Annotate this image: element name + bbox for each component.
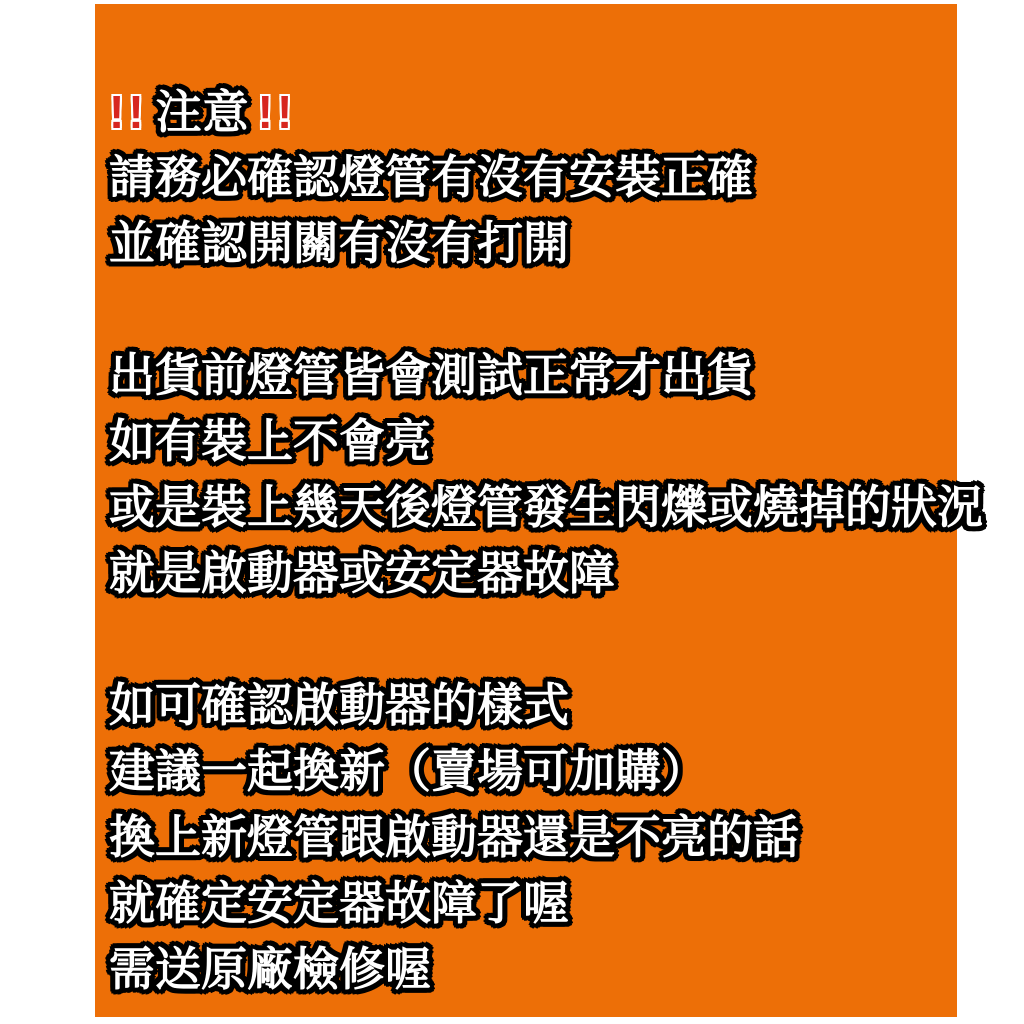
paragraph-spacer <box>109 276 951 342</box>
notice-title-word: 注意 <box>155 86 250 138</box>
notice-text-block <box>109 84 983 1002</box>
notice-line: 需送原廠檢修喔 <box>109 943 431 995</box>
notice-line: 如有裝上不會亮 <box>109 415 431 467</box>
notice-line: 如可確認啟動器的樣式 <box>109 679 569 731</box>
notice-line: 或是裝上幾天後燈管發生閃爍或燒掉的狀況 <box>109 481 983 533</box>
exclamation-marks-right: !! <box>257 86 297 138</box>
notice-title <box>109 84 951 144</box>
paragraph-spacer <box>109 606 951 672</box>
notice-line: 換上新燈管跟啟動器還是不亮的話 <box>109 811 799 863</box>
notice-line: 就確定安定器故障了喔 <box>109 877 569 929</box>
exclamation-marks-left: !! <box>109 86 148 138</box>
notice-line: 請務必確認燈管有沒有安裝正確 <box>109 151 753 203</box>
notice-line: 就是啟動器或安定器故障 <box>109 547 615 599</box>
notice-line: 建議一起換新（賣場可加購） <box>109 745 707 797</box>
notice-line: 並確認開關有沒有打開 <box>109 217 569 269</box>
orange-notice-panel <box>95 4 983 1017</box>
notice-line: 出貨前燈管皆會測試正常才出貨 <box>109 349 753 401</box>
